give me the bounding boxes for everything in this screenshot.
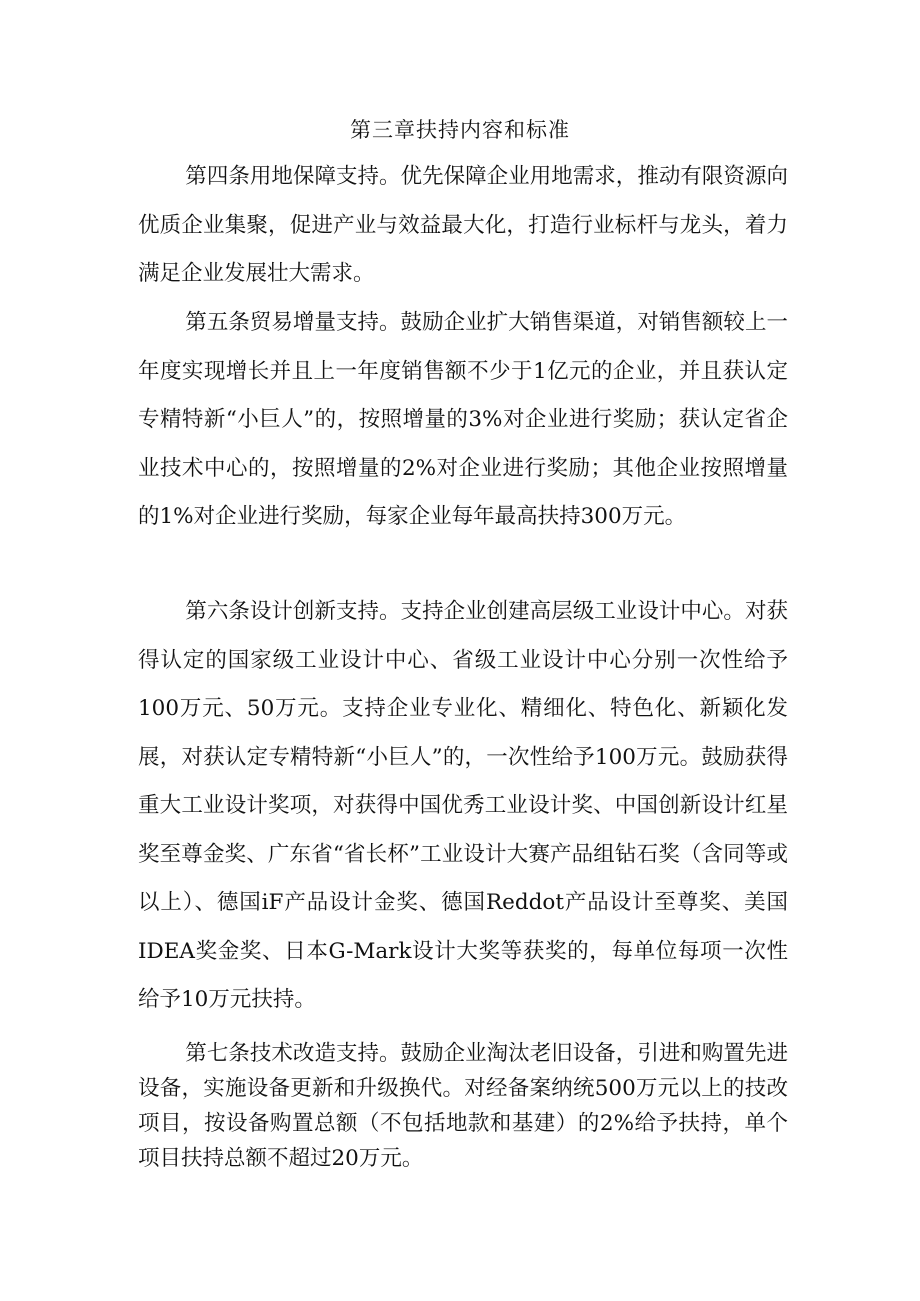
article-4-paragraph: 第四条用地保障支持。优先保障企业用地需求，推动有限资源向优质企业集聚，促进产业与效益最大化，打造行业标杆与龙头，着力满足企业发展壮大需求。	[138, 164, 788, 286]
chapter-title: 第三章扶持内容和标准	[350, 118, 570, 142]
article-5-paragraph: 第五条贸易增量支持。鼓励企业扩大销售渠道，对销售额较上一年度实现增长并且上一年度销售额不少于1亿元的企业，并且获认定专精特新“小巨人”的，按照增量的3%对企业进行奖励；获认定省企业技术中心的，按照增量的2%对企业进行奖励；其他企业按照增量的1%对企业进行奖励，每家企业每年最高扶持300万元。	[138, 310, 788, 529]
article-6-paragraph: 第六条设计创新支持。支持企业创建高层级工业设计中心。对获得认定的国家级工业设计中心、省级工业设计中心分别一次性给予100万元、50万元。支持企业专业化、精细化、特色化、新颖化发展，对获认定专精特新“小巨人”的，一次性给予100万元。鼓励获得重大工业设计奖项，对获得中国优秀工业设计奖、中国创新设计红星奖至尊金奖、广东省“省长杯”工业设计大赛产品组钻石奖（含同等或以上）、德国iF产品设计金奖、德国Reddot产品设计至尊奖、美国IDEA奖金奖、日本G-Mark设计大奖等获奖的，每单位每项一次性给予10万元扶持。	[138, 599, 788, 1012]
article-7-paragraph: 第七条技术改造支持。鼓励企业淘汰老旧设备，引进和购置先进设备，实施设备更新和升级换代。对经备案纳统500万元以上的技改项目，按设备购置总额（不包括地款和基建）的2%给予扶持，单个项目扶持总额不超过20万元。	[138, 1041, 788, 1171]
